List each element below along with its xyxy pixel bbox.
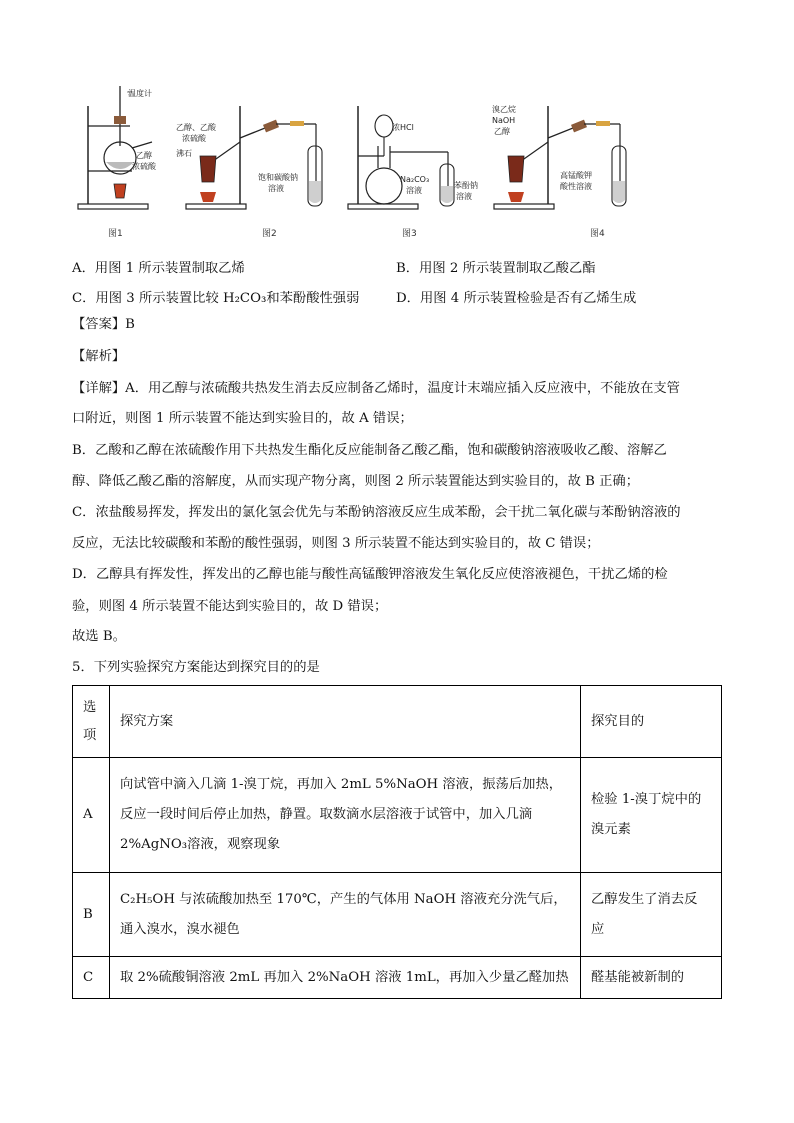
row-a-goal-line-1: 检验 1-溴丁烷中的	[591, 792, 702, 807]
row-a-option: A	[73, 758, 110, 873]
row-c-plan-line-1: 取 2%硫酸铜溶液 2mL 再加入 2%NaOH 溶液 1mL，再加入少量乙醛加热	[120, 969, 569, 985]
fig3-label-na2co3: Na₂CO₃	[400, 175, 430, 184]
fig4-label-acidic-solution: 酸性溶液	[560, 182, 592, 191]
table-row	[73, 873, 722, 957]
experiment-table	[72, 685, 722, 999]
table-header-row	[73, 686, 722, 758]
figure-2	[176, 86, 336, 239]
row-b-plan-line-1: C₂H₅OH 与浓硫酸加热至 170℃，产生的气体用 NaOH 溶液充分洗气后，	[120, 891, 567, 907]
figure-4	[490, 86, 660, 239]
figure-3	[340, 86, 490, 239]
detail-line-4: 醇、降低乙酸乙酯的溶解度，从而实现产物分离，则图 2 所示装置能达到实验目的，故 B 正确；	[72, 474, 640, 489]
header-goal: 探究目的	[581, 686, 722, 758]
header-option-cell	[73, 686, 110, 758]
fig4-label-kmno4: 高锰酸钾	[560, 171, 592, 180]
row-a-plan-line-2: 反应一段时间后停止加热，静置。取数滴水层溶液于试管中，加入几滴	[120, 807, 533, 822]
row-b-plan-line-2: 通入溴水，溴水褪色	[120, 921, 240, 937]
fig1-caption: 图1	[108, 229, 123, 239]
answer-line: 【答案】B	[72, 317, 135, 332]
row-a-plan-line-3: 2%AgNO₃溶液，观察现象	[120, 837, 281, 852]
fig4-label-bromoethane: 溴乙烷	[492, 105, 516, 114]
row-a-plan	[110, 758, 581, 873]
fig1-label-thermometer: 温度计	[128, 89, 152, 98]
figure-row	[70, 86, 730, 239]
option-b: B．用图 2 所示装置制取乙酸乙酯	[396, 261, 596, 276]
fig3-label-hcl: 浓HCl	[392, 123, 414, 132]
fig3-label-solution: 溶液	[406, 186, 422, 195]
row-b-option: B	[73, 873, 110, 957]
row-b-goal-line-2: 应	[591, 921, 605, 937]
figure-1	[70, 86, 190, 239]
row-a-plan-line-1: 向试管中滴入几滴 1-溴丁烷，再加入 2mL 5%NaOH 溶液，振荡后加热，	[120, 777, 563, 792]
row-b-goal	[581, 873, 722, 957]
table-row	[73, 758, 722, 873]
header-option-1: 选	[83, 699, 97, 715]
figure-3-apparatus	[340, 86, 490, 226]
fig4-label-naoh: NaOH	[492, 116, 516, 125]
fig2-label-tube1: 饱和碳酸钠	[258, 173, 298, 182]
question-5: 5．下列实验探究方案能达到探究目的的是	[72, 660, 320, 675]
option-c: C．用图 3 所示装置比较 H₂CO₃和苯酚酸性强弱	[72, 291, 360, 306]
fig4-caption: 图4	[590, 229, 605, 239]
detail-line-8: 验，则图 4 所示装置不能达到实验目的，故 D 错误；	[72, 599, 388, 614]
option-d: D．用图 4 所示装置检验是否有乙烯生成	[396, 291, 637, 306]
row-c-option: C	[73, 957, 110, 999]
fig4-label-ethanol: 乙醇	[494, 127, 510, 136]
table-row	[73, 957, 722, 999]
row-c-plan	[110, 957, 581, 999]
row-a-goal	[581, 758, 722, 873]
detail-line-7: D．乙醇具有挥发性，挥发出的乙醇也能与酸性高锰酸钾溶液发生氧化反应使溶液褪色，干扰乙烯的检	[72, 567, 668, 582]
row-c-goal-line-1: 醛基能被新制的	[591, 969, 685, 985]
fig2-label-boiling-chips: 沸石	[176, 149, 192, 158]
header-option-2: 项	[83, 727, 97, 743]
detail-line-9: 故选 B。	[72, 629, 126, 644]
detail-line-3: B．乙酸和乙醇在浓硫酸作用下共热发生酯化反应能制备乙酸乙酯，饱和碳酸钠溶液吸收乙酸、溶解乙	[72, 443, 667, 458]
detail-line-1: 【详解】A．用乙醇与浓硫酸共热发生消去反应制备乙烯时，温度计末端应插入反应液中，不能放在支管	[72, 381, 680, 396]
row-a-goal-line-2: 溴元素	[591, 822, 631, 837]
fig2-caption: 图2	[262, 229, 277, 239]
fig3-caption: 图3	[402, 229, 417, 239]
row-c-goal	[581, 957, 722, 999]
detail-line-6: 反应，无法比较碳酸和苯酚的酸性强弱，则图 3 所示装置不能达到实验目的，故 C 错误；	[72, 536, 600, 551]
fig2-label-reagents: 乙醇、乙酸	[176, 123, 216, 132]
analysis-title: 【解析】	[72, 349, 126, 364]
header-plan: 探究方案	[110, 686, 581, 758]
detail-line-2: 口附近，则图 1 所示装置不能达到实验目的，故 A 错误；	[72, 411, 413, 426]
detail-line-5: C．浓盐酸易挥发，挥发出的氯化氢会优先与苯酚钠溶液反应生成苯酚，会干扰二氧化碳与苯酚钠溶液的	[72, 505, 681, 520]
fig3-label-phenoxide: 苯酚钠	[454, 181, 478, 190]
figure-1-apparatus	[70, 86, 190, 226]
figure-4-apparatus	[490, 86, 660, 226]
row-b-goal-line-1: 乙醇发生了消去反	[591, 891, 698, 907]
figure-2-apparatus	[176, 86, 336, 226]
row-b-plan	[110, 873, 581, 957]
option-a: A．用图 1 所示装置制取乙烯	[72, 261, 245, 276]
fig3-label-phenoxide-solution: 溶液	[456, 192, 472, 201]
fig1-label-sulfuric: 浓硫酸	[132, 162, 156, 171]
fig2-label-sulfuric: 浓硫酸	[182, 134, 206, 143]
fig2-label-tube2: 溶液	[268, 184, 284, 193]
fig1-label-ethanol: 乙醇	[136, 151, 152, 160]
